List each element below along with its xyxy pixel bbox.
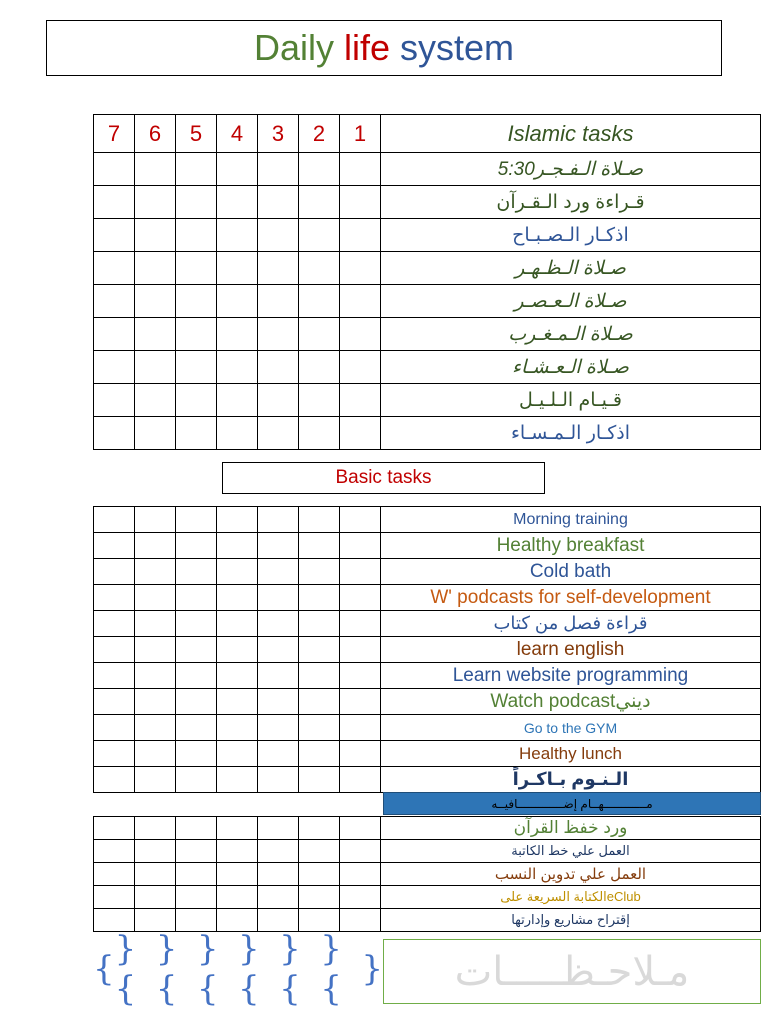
table-row xyxy=(94,559,761,585)
islamic-task-1-day-6-checkbox[interactable] xyxy=(135,153,176,186)
islamic-task-1-day-1-checkbox[interactable] xyxy=(340,153,381,186)
table-row xyxy=(94,417,761,450)
basic-task-3-day-6-checkbox[interactable] xyxy=(135,559,176,585)
table-row xyxy=(94,507,761,533)
extra-task-2-day-7-checkbox[interactable] xyxy=(94,840,135,863)
basic-task-5-day-2-checkbox[interactable] xyxy=(299,611,340,637)
islamic-task-9-day-6-checkbox[interactable] xyxy=(135,417,176,450)
basic-task-3-day-7-checkbox[interactable] xyxy=(94,559,135,585)
basic-task-6-day-4-checkbox[interactable] xyxy=(217,637,258,663)
extra-task-3-day-3-checkbox[interactable] xyxy=(258,863,299,886)
islamic-task-1-day-7-checkbox[interactable] xyxy=(94,153,135,186)
islamic-task-1-day-2-checkbox[interactable] xyxy=(299,153,340,186)
islamic-task-4-day-1-checkbox[interactable] xyxy=(340,252,381,285)
basic-task-4-day-7-checkbox[interactable] xyxy=(94,585,135,611)
islamic-task-1-day-3-checkbox[interactable] xyxy=(258,153,299,186)
extra-task-3-day-1-checkbox[interactable] xyxy=(340,863,381,886)
extra-task-label: إقتراح مشاريع وإدارتها xyxy=(381,909,761,932)
islamic-task-7-day-7-checkbox[interactable] xyxy=(94,351,135,384)
basic-task-label: Healthy breakfast xyxy=(381,533,761,559)
extra-task-3-day-7-checkbox[interactable] xyxy=(94,863,135,886)
basic-task-2-day-5-checkbox[interactable] xyxy=(176,533,217,559)
basic-task-5-day-3-checkbox[interactable] xyxy=(258,611,299,637)
basic-task-8-day-7-checkbox[interactable] xyxy=(94,689,135,715)
islamic-task-label: صـلاة الـظـهـر xyxy=(381,252,761,285)
basic-task-11-day-2-checkbox[interactable] xyxy=(299,767,340,793)
basic-task-10-day-1-checkbox[interactable] xyxy=(340,741,381,767)
table-row xyxy=(94,741,761,767)
islamic-task-5-day-4-checkbox[interactable] xyxy=(217,285,258,318)
basic-task-8-day-5-checkbox[interactable] xyxy=(176,689,217,715)
islamic-task-5-day-5-checkbox[interactable] xyxy=(176,285,217,318)
basic-task-label: قراءة فصل من كتاب xyxy=(381,611,761,637)
islamic-task-label: قـراءة ورد الـقـرآن xyxy=(381,186,761,219)
extra-task-label: العمل علي تدوين النسب xyxy=(381,863,761,886)
extra-task-4-day-4-checkbox[interactable] xyxy=(217,886,258,909)
islamic-task-8-day-6-checkbox[interactable] xyxy=(135,384,176,417)
basic-task-7-day-5-checkbox[interactable] xyxy=(176,663,217,689)
extra-task-1-day-5-checkbox[interactable] xyxy=(176,817,217,840)
islamic-task-7-day-2-checkbox[interactable] xyxy=(299,351,340,384)
basic-task-2-day-2-checkbox[interactable] xyxy=(299,533,340,559)
basic-task-9-day-1-checkbox[interactable] xyxy=(340,715,381,741)
islamic-task-7-day-4-checkbox[interactable] xyxy=(217,351,258,384)
basic-task-8-day-4-checkbox[interactable] xyxy=(217,689,258,715)
islamic-task-5-day-7-checkbox[interactable] xyxy=(94,285,135,318)
basic-task-5-day-6-checkbox[interactable] xyxy=(135,611,176,637)
basic-task-9-day-3-checkbox[interactable] xyxy=(258,715,299,741)
basic-task-3-day-2-checkbox[interactable] xyxy=(299,559,340,585)
basic-task-8-day-6-checkbox[interactable] xyxy=(135,689,176,715)
basic-task-1-day-3-checkbox[interactable] xyxy=(258,507,299,533)
basic-task-3-day-4-checkbox[interactable] xyxy=(217,559,258,585)
islamic-task-6-day-1-checkbox[interactable] xyxy=(340,318,381,351)
basic-task-6-day-2-checkbox[interactable] xyxy=(299,637,340,663)
islamic-task-2-day-2-checkbox[interactable] xyxy=(299,186,340,219)
basic-task-9-day-7-checkbox[interactable] xyxy=(94,715,135,741)
basic-task-8-day-1-checkbox[interactable] xyxy=(340,689,381,715)
table-row xyxy=(94,817,761,840)
basic-task-9-day-4-checkbox[interactable] xyxy=(217,715,258,741)
extra-task-label: ورد خفظ القرآن xyxy=(381,817,761,840)
table-row xyxy=(94,585,761,611)
basic-task-11-day-4-checkbox[interactable] xyxy=(217,767,258,793)
extra-task-1-day-3-checkbox[interactable] xyxy=(258,817,299,840)
islamic-tasks-heading: Islamic tasks xyxy=(381,115,761,153)
table-row xyxy=(94,384,761,417)
islamic-task-9-day-1-checkbox[interactable] xyxy=(340,417,381,450)
islamic-task-9-day-4-checkbox[interactable] xyxy=(217,417,258,450)
extra-task-2-day-6-checkbox[interactable] xyxy=(135,840,176,863)
notes-box[interactable]: مـلاحـظـــــات xyxy=(383,939,761,1004)
extra-task-1-day-2-checkbox[interactable] xyxy=(299,817,340,840)
basic-task-4-day-2-checkbox[interactable] xyxy=(299,585,340,611)
table-row xyxy=(94,715,761,741)
basic-task-10-day-5-checkbox[interactable] xyxy=(176,741,217,767)
basic-tasks-table xyxy=(93,506,761,793)
basic-task-1-day-2-checkbox[interactable] xyxy=(299,507,340,533)
brace-mark: { xyxy=(93,949,115,989)
islamic-task-4-day-4-checkbox[interactable] xyxy=(217,252,258,285)
basic-task-label: learn english xyxy=(381,637,761,663)
basic-task-9-day-6-checkbox[interactable] xyxy=(135,715,176,741)
islamic-task-9-day-5-checkbox[interactable] xyxy=(176,417,217,450)
extra-task-1-day-1-checkbox[interactable] xyxy=(340,817,381,840)
day-header-4: 4 xyxy=(217,115,258,153)
basic-task-6-day-3-checkbox[interactable] xyxy=(258,637,299,663)
table-row xyxy=(94,285,761,318)
table-row xyxy=(94,219,761,252)
extra-task-2-day-2-checkbox[interactable] xyxy=(299,840,340,863)
extra-task-2-day-1-checkbox[interactable] xyxy=(340,840,381,863)
day-header-1: 1 xyxy=(340,115,381,153)
islamic-task-9-day-2-checkbox[interactable] xyxy=(299,417,340,450)
extra-task-4-day-7-checkbox[interactable] xyxy=(94,886,135,909)
brace-mark: }{ xyxy=(114,929,137,1009)
islamic-task-3-day-2-checkbox[interactable] xyxy=(299,219,340,252)
basic-task-label: الـنـوم بـاكـراً xyxy=(381,767,761,793)
islamic-task-3-day-1-checkbox[interactable] xyxy=(340,219,381,252)
islamic-task-label: اذكـار الـمـسـاء xyxy=(381,417,761,450)
islamic-task-6-day-5-checkbox[interactable] xyxy=(176,318,217,351)
brace-mark: }{ xyxy=(155,929,178,1009)
basic-task-11-day-7-checkbox[interactable] xyxy=(94,767,135,793)
islamic-task-6-day-6-checkbox[interactable] xyxy=(135,318,176,351)
basic-task-7-day-7-checkbox[interactable] xyxy=(94,663,135,689)
islamic-task-6-day-2-checkbox[interactable] xyxy=(299,318,340,351)
table-row xyxy=(94,663,761,689)
islamic-task-4-day-5-checkbox[interactable] xyxy=(176,252,217,285)
day-header-6: 6 xyxy=(135,115,176,153)
extra-task-4-day-2-checkbox[interactable] xyxy=(299,886,340,909)
basic-task-7-day-4-checkbox[interactable] xyxy=(217,663,258,689)
islamic-task-2-day-7-checkbox[interactable] xyxy=(94,186,135,219)
basic-task-7-day-6-checkbox[interactable] xyxy=(135,663,176,689)
table-row xyxy=(94,689,761,715)
basic-tasks-heading: Basic tasks xyxy=(222,462,545,494)
table-row xyxy=(94,611,761,637)
islamic-task-label: صـلاة الـفـجـر5:30 xyxy=(381,153,761,186)
table-row xyxy=(94,252,761,285)
basic-task-1-day-4-checkbox[interactable] xyxy=(217,507,258,533)
islamic-task-2-day-1-checkbox[interactable] xyxy=(340,186,381,219)
day-header-2: 2 xyxy=(299,115,340,153)
table-row xyxy=(94,886,761,909)
day-header-3: 3 xyxy=(258,115,299,153)
basic-task-2-day-6-checkbox[interactable] xyxy=(135,533,176,559)
table-row xyxy=(94,767,761,793)
extra-task-3-day-4-checkbox[interactable] xyxy=(217,863,258,886)
islamic-task-7-day-1-checkbox[interactable] xyxy=(340,351,381,384)
day-header-7: 7 xyxy=(94,115,135,153)
extra-task-1-day-4-checkbox[interactable] xyxy=(217,817,258,840)
basic-task-label: Morning training xyxy=(381,507,761,533)
basic-task-11-day-1-checkbox[interactable] xyxy=(340,767,381,793)
page-title xyxy=(46,20,722,76)
islamic-task-1-day-5-checkbox[interactable] xyxy=(176,153,217,186)
basic-task-5-day-5-checkbox[interactable] xyxy=(176,611,217,637)
basic-task-10-day-4-checkbox[interactable] xyxy=(217,741,258,767)
title-word-life: life xyxy=(343,27,391,68)
basic-task-1-day-7-checkbox[interactable] xyxy=(94,507,135,533)
braces-row xyxy=(93,929,384,1009)
islamic-task-8-day-4-checkbox[interactable] xyxy=(217,384,258,417)
islamic-task-3-day-3-checkbox[interactable] xyxy=(258,219,299,252)
islamic-task-6-day-7-checkbox[interactable] xyxy=(94,318,135,351)
basic-task-4-day-4-checkbox[interactable] xyxy=(217,585,258,611)
basic-task-10-day-6-checkbox[interactable] xyxy=(135,741,176,767)
islamic-task-label: قـيـام الـلـيـل xyxy=(381,384,761,417)
basic-task-4-day-3-checkbox[interactable] xyxy=(258,585,299,611)
islamic-task-2-day-3-checkbox[interactable] xyxy=(258,186,299,219)
basic-task-3-day-3-checkbox[interactable] xyxy=(258,559,299,585)
islamic-task-8-day-7-checkbox[interactable] xyxy=(94,384,135,417)
table-row xyxy=(94,533,761,559)
basic-task-label: Healthy lunch xyxy=(381,741,761,767)
basic-task-2-day-1-checkbox[interactable] xyxy=(340,533,381,559)
islamic-task-label: اذكـار الـصـبـاح xyxy=(381,219,761,252)
islamic-task-8-day-5-checkbox[interactable] xyxy=(176,384,217,417)
basic-task-8-day-2-checkbox[interactable] xyxy=(299,689,340,715)
islamic-task-9-day-7-checkbox[interactable] xyxy=(94,417,135,450)
basic-task-label: W' podcasts for self-development xyxy=(381,585,761,611)
basic-task-2-day-4-checkbox[interactable] xyxy=(217,533,258,559)
basic-task-label: Learn website programming xyxy=(381,663,761,689)
islamic-task-7-day-5-checkbox[interactable] xyxy=(176,351,217,384)
extra-task-2-day-4-checkbox[interactable] xyxy=(217,840,258,863)
islamic-task-2-day-4-checkbox[interactable] xyxy=(217,186,258,219)
basic-task-label: Watch podcastديني xyxy=(381,689,761,715)
extra-task-3-day-2-checkbox[interactable] xyxy=(299,863,340,886)
extra-task-3-day-5-checkbox[interactable] xyxy=(176,863,217,886)
basic-task-5-day-7-checkbox[interactable] xyxy=(94,611,135,637)
islamic-task-3-day-4-checkbox[interactable] xyxy=(217,219,258,252)
basic-task-10-day-7-checkbox[interactable] xyxy=(94,741,135,767)
table-row xyxy=(94,863,761,886)
islamic-task-7-day-3-checkbox[interactable] xyxy=(258,351,299,384)
basic-task-6-day-5-checkbox[interactable] xyxy=(176,637,217,663)
islamic-task-2-day-5-checkbox[interactable] xyxy=(176,186,217,219)
day-header-5: 5 xyxy=(176,115,217,153)
basic-task-7-day-1-checkbox[interactable] xyxy=(340,663,381,689)
extra-tasks-heading: مــــــــــــهــام إضـــــــــــــافيــه xyxy=(383,792,761,815)
basic-task-6-day-7-checkbox[interactable] xyxy=(94,637,135,663)
islamic-task-3-day-7-checkbox[interactable] xyxy=(94,219,135,252)
basic-task-9-day-2-checkbox[interactable] xyxy=(299,715,340,741)
basic-task-3-day-5-checkbox[interactable] xyxy=(176,559,217,585)
islamic-task-6-day-4-checkbox[interactable] xyxy=(217,318,258,351)
basic-task-4-day-5-checkbox[interactable] xyxy=(176,585,217,611)
basic-task-10-day-2-checkbox[interactable] xyxy=(299,741,340,767)
islamic-task-8-day-3-checkbox[interactable] xyxy=(258,384,299,417)
islamic-task-6-day-3-checkbox[interactable] xyxy=(258,318,299,351)
basic-task-6-day-1-checkbox[interactable] xyxy=(340,637,381,663)
islamic-task-5-day-6-checkbox[interactable] xyxy=(135,285,176,318)
islamic-task-9-day-3-checkbox[interactable] xyxy=(258,417,299,450)
basic-task-7-day-2-checkbox[interactable] xyxy=(299,663,340,689)
basic-task-7-day-3-checkbox[interactable] xyxy=(258,663,299,689)
basic-task-11-day-3-checkbox[interactable] xyxy=(258,767,299,793)
extra-task-4-day-5-checkbox[interactable] xyxy=(176,886,217,909)
islamic-task-4-day-3-checkbox[interactable] xyxy=(258,252,299,285)
islamic-task-7-day-6-checkbox[interactable] xyxy=(135,351,176,384)
islamic-task-4-day-2-checkbox[interactable] xyxy=(299,252,340,285)
islamic-header-row xyxy=(94,115,761,153)
islamic-task-5-day-3-checkbox[interactable] xyxy=(258,285,299,318)
extra-task-4-day-1-checkbox[interactable] xyxy=(340,886,381,909)
islamic-task-3-day-5-checkbox[interactable] xyxy=(176,219,217,252)
brace-mark: }{ xyxy=(196,929,219,1009)
extra-task-1-day-6-checkbox[interactable] xyxy=(135,817,176,840)
brace-mark: }{ xyxy=(320,929,342,1009)
title-word-system: system xyxy=(400,27,515,68)
basic-task-5-day-1-checkbox[interactable] xyxy=(340,611,381,637)
basic-task-10-day-3-checkbox[interactable] xyxy=(258,741,299,767)
islamic-task-8-day-1-checkbox[interactable] xyxy=(340,384,381,417)
islamic-task-4-day-6-checkbox[interactable] xyxy=(135,252,176,285)
table-row xyxy=(94,318,761,351)
islamic-tasks-table xyxy=(93,114,761,450)
basic-task-3-day-1-checkbox[interactable] xyxy=(340,559,381,585)
extra-task-1-day-7-checkbox[interactable] xyxy=(94,817,135,840)
extra-task-3-day-6-checkbox[interactable] xyxy=(135,863,176,886)
basic-task-label: Cold bath xyxy=(381,559,761,585)
basic-task-4-day-6-checkbox[interactable] xyxy=(135,585,176,611)
islamic-task-1-day-4-checkbox[interactable] xyxy=(217,153,258,186)
basic-task-2-day-3-checkbox[interactable] xyxy=(258,533,299,559)
basic-task-11-day-5-checkbox[interactable] xyxy=(176,767,217,793)
basic-task-1-day-6-checkbox[interactable] xyxy=(135,507,176,533)
islamic-task-8-day-2-checkbox[interactable] xyxy=(299,384,340,417)
basic-task-9-day-5-checkbox[interactable] xyxy=(176,715,217,741)
table-row xyxy=(94,840,761,863)
basic-task-5-day-4-checkbox[interactable] xyxy=(217,611,258,637)
islamic-task-3-day-6-checkbox[interactable] xyxy=(135,219,176,252)
islamic-task-2-day-6-checkbox[interactable] xyxy=(135,186,176,219)
table-row xyxy=(94,637,761,663)
basic-task-4-day-1-checkbox[interactable] xyxy=(340,585,381,611)
table-row xyxy=(94,153,761,186)
brace-mark: }{ xyxy=(238,929,260,1009)
extra-task-4-day-3-checkbox[interactable] xyxy=(258,886,299,909)
basic-task-2-day-7-checkbox[interactable] xyxy=(94,533,135,559)
basic-task-6-day-6-checkbox[interactable] xyxy=(135,637,176,663)
basic-task-8-day-3-checkbox[interactable] xyxy=(258,689,299,715)
islamic-task-5-day-2-checkbox[interactable] xyxy=(299,285,340,318)
extra-tasks-table xyxy=(93,816,761,932)
islamic-task-label: صـلاة الـمـغـرب xyxy=(381,318,761,351)
title-word-daily: Daily xyxy=(253,27,334,68)
table-row xyxy=(94,186,761,219)
islamic-task-4-day-7-checkbox[interactable] xyxy=(94,252,135,285)
extra-task-label: العمل علي خط الكاتبة xyxy=(381,840,761,863)
table-row xyxy=(94,351,761,384)
brace-mark: } xyxy=(361,949,384,989)
islamic-task-label: صـلاة الـعـشـاء xyxy=(381,351,761,384)
brace-mark: }{ xyxy=(279,929,301,1009)
islamic-task-5-day-1-checkbox[interactable] xyxy=(340,285,381,318)
islamic-task-label: صـلاة الـعـصـر xyxy=(381,285,761,318)
basic-task-11-day-6-checkbox[interactable] xyxy=(135,767,176,793)
extra-task-label: الكتابة السريعة علىeClub xyxy=(381,886,761,909)
basic-task-label: Go to the GYM xyxy=(381,715,761,741)
basic-task-1-day-1-checkbox[interactable] xyxy=(340,507,381,533)
extra-task-2-day-3-checkbox[interactable] xyxy=(258,840,299,863)
basic-task-1-day-5-checkbox[interactable] xyxy=(176,507,217,533)
extra-task-4-day-6-checkbox[interactable] xyxy=(135,886,176,909)
extra-task-2-day-5-checkbox[interactable] xyxy=(176,840,217,863)
